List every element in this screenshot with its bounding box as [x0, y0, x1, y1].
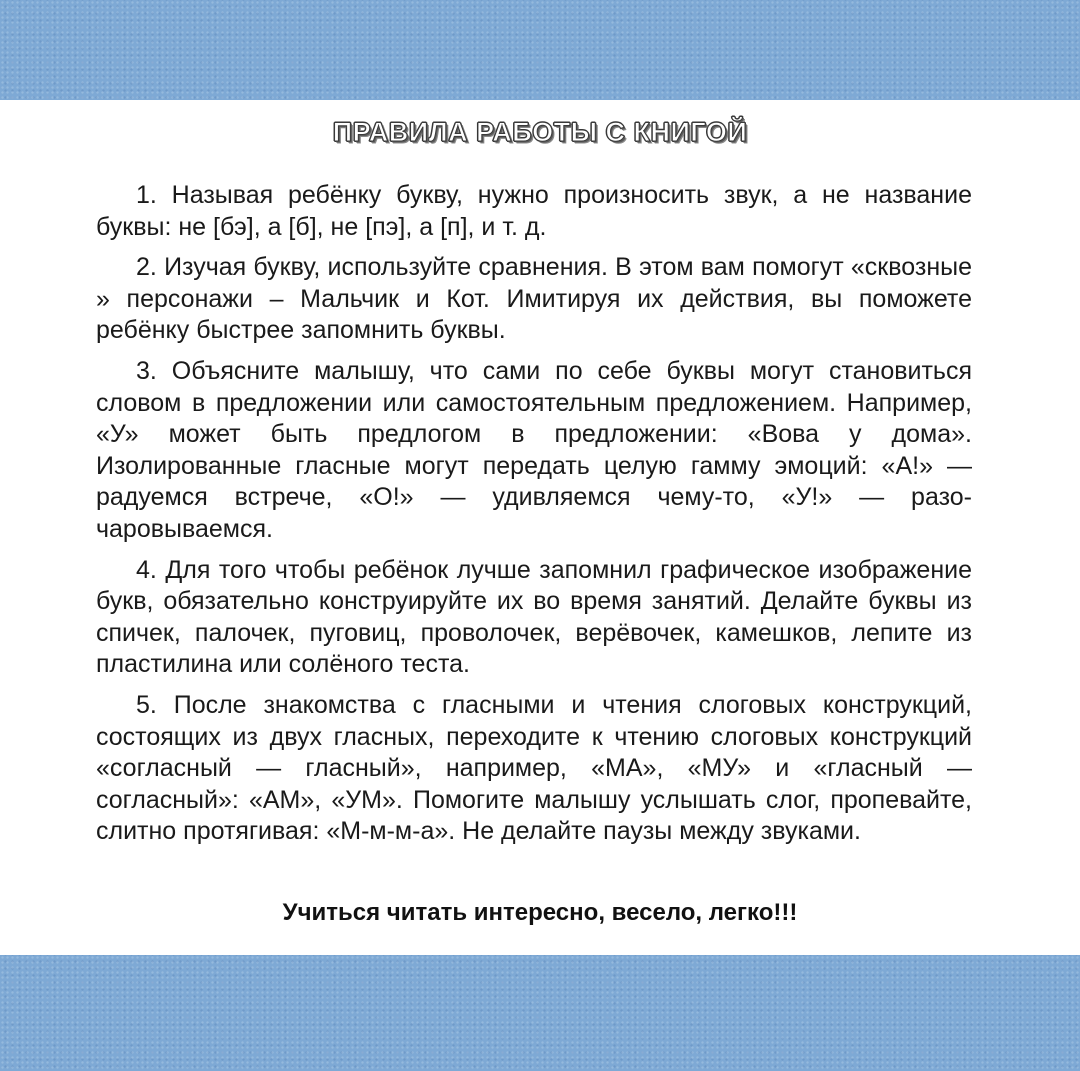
closing-slogan: Учиться читать интересно, весело, легко!!! — [282, 899, 798, 926]
rules-list — [96, 180, 972, 857]
page-title: ПРАВИЛА РАБОТЫ С КНИГОЙ — [332, 117, 748, 147]
bottom-blue-band — [0, 955, 1080, 1071]
rule-paragraph-4: 4. Для того чтобы ребёнок лучше запомнил графическое изображение букв, обязательно конструируйте их во время занятий. Делайте буквы из спичек, палочек, пуговиц, проволочек, верёвочек, камешков, лепите из пластилина или солёного теста. — [96, 555, 972, 679]
rule-paragraph-1: 1. Называя ребёнку букву, нужно произносить звук, а не название буквы: не [бэ], а [б], не [пэ], а [п], и т. д. — [96, 181, 972, 241]
rules-page — [0, 100, 1080, 955]
rule-paragraph-3: 3. Объясните малышу, что сами по себе буквы могут становиться словом в предложении или самостоятельным предложением. Например, «У» может быть предлогом в предложении: «Вова у дома». Изолированные гласные могут передать целую гамму эмоций: «А!» — радуемся встрече, «О!» — удивляемся чему-то, «У!» — разочаровываемся. — [96, 356, 972, 543]
rule-paragraph-5: 5. После знакомства с гласными и чтения слоговых конструкций, состоящих из двух гласных, переходите к чтению слоговых конструкций «согласный — гласный», например, «МА», «МУ» и «гласный — согласный»: «АМ», «УМ». Помогите малышу услышать слог, пропевайте, слитно протягивая: «М-м-м-а». Не делайте паузы между звуками. — [96, 690, 972, 846]
top-blue-band — [0, 0, 1080, 100]
rule-paragraph-2: 2. Изучая букву, используйте сравнения. В этом вам помогут «сквозные » персонажи – Мальчик и Кот. Имитируя их действия, вы поможете ребёнку быстрее запомнить буквы. — [96, 253, 972, 345]
